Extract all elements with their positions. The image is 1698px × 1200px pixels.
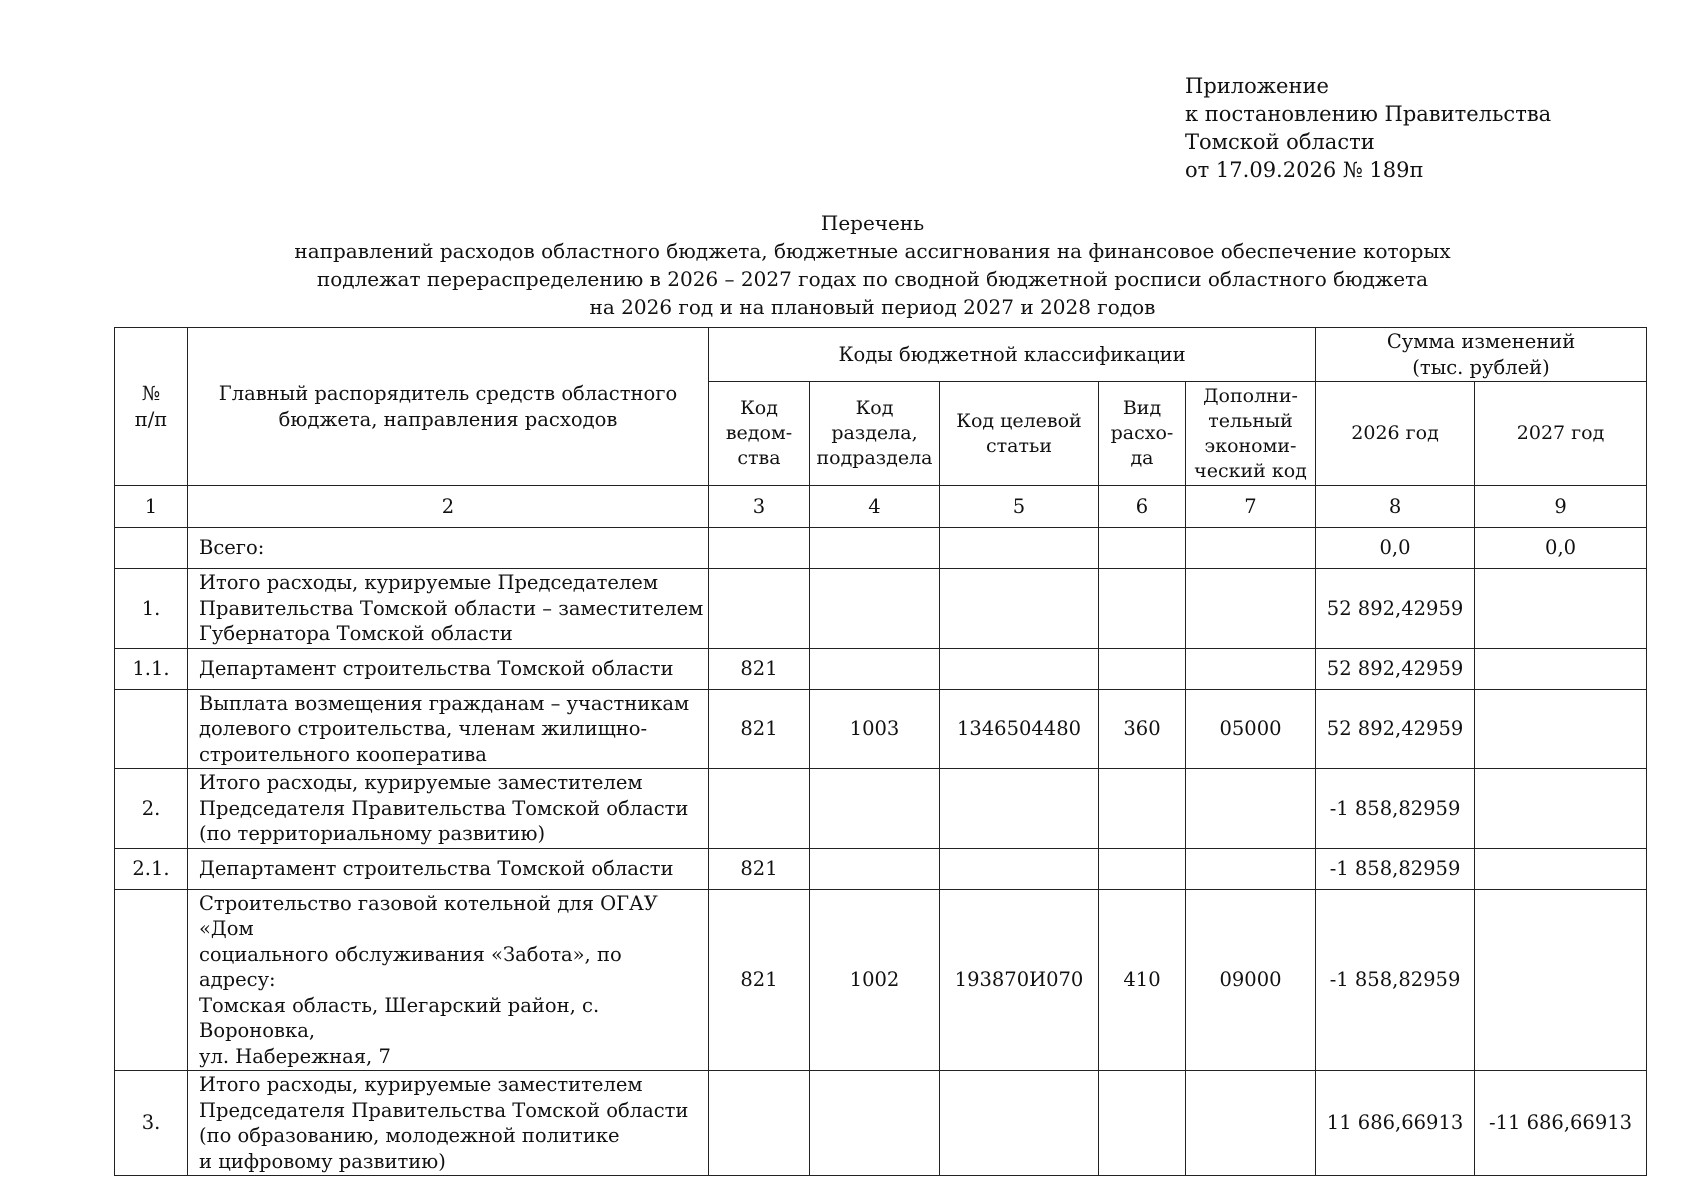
row-name: Всего: <box>188 528 709 569</box>
row-dept-code <box>709 569 810 649</box>
row-amount-2027 <box>1475 769 1647 849</box>
header-extra-code: Дополни- тельный экономи- ческий код <box>1186 382 1316 486</box>
header-codes-group: Коды бюджетной классификации <box>709 328 1316 382</box>
header-sum-group: Сумма изменений (тыс. рублей) <box>1316 328 1647 382</box>
table-row <box>115 689 1647 769</box>
appendix-line: к постановлению Правительства <box>1185 102 1552 126</box>
row-amount-2026: 52 892,42959 <box>1316 648 1475 689</box>
document-title <box>0 209 1698 321</box>
header-name: Главный распорядитель средств областного бюджета, направления расходов <box>188 328 709 486</box>
row-extra-code <box>1186 848 1316 889</box>
table-row <box>115 1071 1647 1176</box>
row-expense-type <box>1099 1071 1186 1176</box>
header-target-code: Код целевой статьи <box>940 382 1099 486</box>
row-section-code: 1002 <box>810 889 940 1071</box>
col-number: 7 <box>1186 486 1316 528</box>
row-section-code <box>810 769 940 849</box>
row-target-code <box>940 528 1099 569</box>
row-expense-type: 360 <box>1099 689 1186 769</box>
table-row <box>115 769 1647 849</box>
row-extra-code: 09000 <box>1186 889 1316 1071</box>
row-amount-2027: -11 686,66913 <box>1475 1071 1647 1176</box>
row-amount-2027 <box>1475 569 1647 649</box>
table-row <box>115 528 1647 569</box>
row-name: Строительство газовой котельной для ОГАУ «Дом социального обслуживания «Забота», по адресу: Томская область, Шегарский район, с. Вороновка, ул. Набережная, 7 <box>188 889 709 1071</box>
col-number: 1 <box>115 486 188 528</box>
row-dept-code: 821 <box>709 648 810 689</box>
row-extra-code <box>1186 1071 1316 1176</box>
row-name: Итого расходы, курируемые Председателем Правительства Томской области – заместителем Губернатора Томской области <box>188 569 709 649</box>
row-target-code <box>940 848 1099 889</box>
row-dept-code: 821 <box>709 848 810 889</box>
row-target-code: 1346504480 <box>940 689 1099 769</box>
row-amount-2026: -1 858,82959 <box>1316 769 1475 849</box>
title-line: Перечень <box>820 211 925 235</box>
row-number: 1. <box>115 569 188 649</box>
row-expense-type <box>1099 569 1186 649</box>
header-year-2027: 2027 год <box>1475 382 1647 486</box>
row-dept-code <box>709 769 810 849</box>
row-dept-code: 821 <box>709 889 810 1071</box>
col-number: 6 <box>1099 486 1186 528</box>
table-body <box>115 528 1647 1176</box>
header-expense-type: Вид расхо- да <box>1099 382 1186 486</box>
row-number <box>115 528 188 569</box>
row-number: 1.1. <box>115 648 188 689</box>
row-extra-code <box>1186 528 1316 569</box>
row-section-code <box>810 528 940 569</box>
row-name: Итого расходы, курируемые заместителем Председателя Правительства Томской области (по территориальному развитию) <box>188 769 709 849</box>
row-target-code <box>940 569 1099 649</box>
col-number: 9 <box>1475 486 1647 528</box>
column-number-row <box>115 486 1647 528</box>
row-target-code <box>940 769 1099 849</box>
row-name: Итого расходы, курируемые заместителем Председателя Правительства Томской области (по образованию, молодежной политике и цифровому развитию) <box>188 1071 709 1176</box>
row-number: 2.1. <box>115 848 188 889</box>
row-amount-2027 <box>1475 848 1647 889</box>
budget-table <box>114 327 1647 1176</box>
table-row <box>115 648 1647 689</box>
col-number: 3 <box>709 486 810 528</box>
row-dept-code: 821 <box>709 689 810 769</box>
row-section-code <box>810 848 940 889</box>
row-amount-2026: 11 686,66913 <box>1316 1071 1475 1176</box>
row-dept-code <box>709 1071 810 1176</box>
table-row <box>115 569 1647 649</box>
row-expense-type <box>1099 648 1186 689</box>
row-expense-type <box>1099 848 1186 889</box>
row-amount-2027 <box>1475 648 1647 689</box>
row-extra-code <box>1186 769 1316 849</box>
row-dept-code <box>709 528 810 569</box>
row-amount-2026: 52 892,42959 <box>1316 689 1475 769</box>
row-amount-2027: 0,0 <box>1475 528 1647 569</box>
row-name: Выплата возмещения гражданам – участникам долевого строительства, членам жилищно- строительного кооператива <box>188 689 709 769</box>
row-extra-code <box>1186 648 1316 689</box>
row-name: Департамент строительства Томской области <box>188 648 709 689</box>
row-amount-2026: 0,0 <box>1316 528 1475 569</box>
title-line: подлежат перераспределению в 2026 – 2027 годах по сводной бюджетной росписи областного бюджета <box>316 267 1429 291</box>
row-number: 3. <box>115 1071 188 1176</box>
row-amount-2026: -1 858,82959 <box>1316 889 1475 1071</box>
header-section-code: Код раздела, подраздела <box>810 382 940 486</box>
row-section-code: 1003 <box>810 689 940 769</box>
col-number: 5 <box>940 486 1099 528</box>
header-dept-code: Код ведом- ства <box>709 382 810 486</box>
appendix-block <box>1185 72 1551 184</box>
appendix-line: Томской области <box>1185 130 1375 154</box>
row-amount-2026: -1 858,82959 <box>1316 848 1475 889</box>
row-number <box>115 889 188 1071</box>
col-number: 4 <box>810 486 940 528</box>
appendix-line: от 17.09.2026 № 189п <box>1185 158 1424 182</box>
row-target-code <box>940 1071 1099 1176</box>
header-num: № п/п <box>115 328 188 486</box>
row-amount-2027 <box>1475 889 1647 1071</box>
row-expense-type <box>1099 528 1186 569</box>
row-extra-code <box>1186 569 1316 649</box>
row-expense-type: 410 <box>1099 889 1186 1071</box>
title-line: направлений расходов областного бюджета, бюджетные ассигнования на финансовое обеспечение которых <box>294 239 1451 263</box>
row-section-code <box>810 648 940 689</box>
row-amount-2027 <box>1475 689 1647 769</box>
header-row <box>115 328 1647 382</box>
row-target-code <box>940 648 1099 689</box>
row-section-code <box>810 1071 940 1176</box>
table-row <box>115 889 1647 1071</box>
row-target-code: 193870И070 <box>940 889 1099 1071</box>
row-number <box>115 689 188 769</box>
table-row <box>115 848 1647 889</box>
row-name: Департамент строительства Томской области <box>188 848 709 889</box>
col-number: 8 <box>1316 486 1475 528</box>
row-expense-type <box>1099 769 1186 849</box>
col-number: 2 <box>188 486 709 528</box>
row-amount-2026: 52 892,42959 <box>1316 569 1475 649</box>
title-line: на 2026 год и на плановый период 2027 и 2028 годов <box>589 295 1156 319</box>
row-number: 2. <box>115 769 188 849</box>
row-extra-code: 05000 <box>1186 689 1316 769</box>
header-year-2026: 2026 год <box>1316 382 1475 486</box>
appendix-line: Приложение <box>1185 74 1329 98</box>
row-section-code <box>810 569 940 649</box>
